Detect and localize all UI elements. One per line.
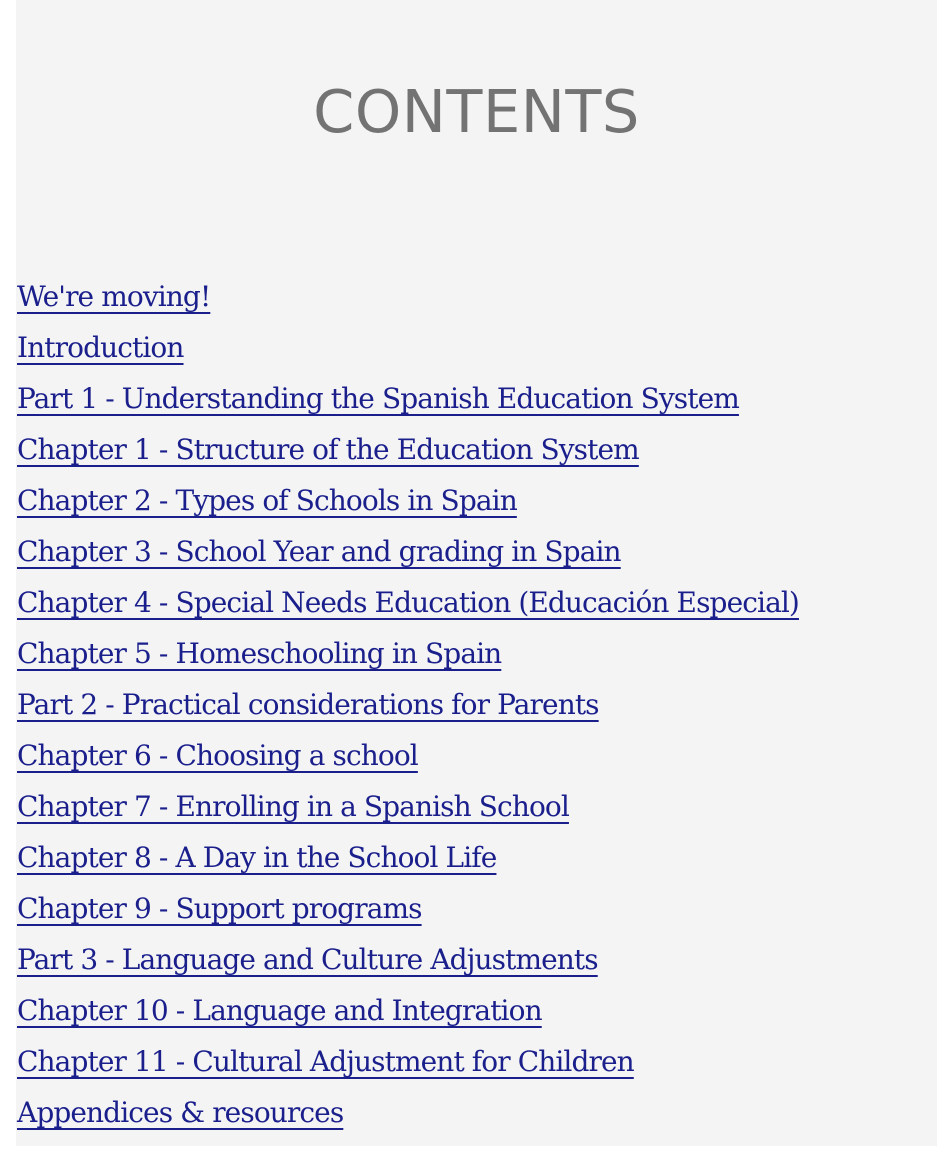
toc-item bbox=[17, 375, 947, 426]
toc-item bbox=[17, 579, 947, 630]
toc-link-introduction[interactable]: Introduction bbox=[17, 331, 184, 364]
toc-item bbox=[17, 528, 947, 579]
table-of-contents bbox=[17, 273, 947, 1140]
toc-item bbox=[17, 681, 947, 732]
toc-item bbox=[17, 987, 947, 1038]
page-title: CONTENTS bbox=[313, 77, 640, 146]
toc-item bbox=[17, 630, 947, 681]
toc-link-chapter-6[interactable]: Chapter 6 - Choosing a school bbox=[17, 739, 418, 772]
toc-item bbox=[17, 324, 947, 375]
toc-link-chapter-7[interactable]: Chapter 7 - Enrolling in a Spanish School bbox=[17, 790, 569, 823]
toc-link-chapter-10[interactable]: Chapter 10 - Language and Integration bbox=[17, 994, 542, 1027]
toc-link-were-moving[interactable]: We're moving! bbox=[17, 280, 211, 313]
toc-link-appendices[interactable]: Appendices & resources bbox=[17, 1096, 344, 1129]
toc-item bbox=[17, 885, 947, 936]
toc-link-part-2[interactable]: Part 2 - Practical considerations for Parents bbox=[17, 688, 599, 721]
toc-item bbox=[17, 732, 947, 783]
contents-panel bbox=[16, 0, 937, 1146]
toc-link-chapter-5[interactable]: Chapter 5 - Homeschooling in Spain bbox=[17, 637, 502, 670]
toc-link-chapter-4[interactable]: Chapter 4 - Special Needs Education (Educación Especial) bbox=[17, 586, 799, 619]
toc-link-chapter-9[interactable]: Chapter 9 - Support programs bbox=[17, 892, 422, 925]
toc-link-chapter-3[interactable]: Chapter 3 - School Year and grading in Spain bbox=[17, 535, 621, 568]
toc-link-chapter-11[interactable]: Chapter 11 - Cultural Adjustment for Children bbox=[17, 1045, 634, 1078]
toc-item bbox=[17, 783, 947, 834]
toc-item bbox=[17, 426, 947, 477]
toc-link-part-3[interactable]: Part 3 - Language and Culture Adjustments bbox=[17, 943, 598, 976]
toc-item bbox=[17, 273, 947, 324]
toc-link-chapter-2[interactable]: Chapter 2 - Types of Schools in Spain bbox=[17, 484, 517, 517]
toc-link-chapter-1[interactable]: Chapter 1 - Structure of the Education System bbox=[17, 433, 639, 466]
toc-item bbox=[17, 1038, 947, 1089]
toc-link-chapter-8[interactable]: Chapter 8 - A Day in the School Life bbox=[17, 841, 497, 874]
toc-link-part-1[interactable]: Part 1 - Understanding the Spanish Education System bbox=[17, 382, 739, 415]
toc-item bbox=[17, 834, 947, 885]
toc-item bbox=[17, 936, 947, 987]
toc-item bbox=[17, 1089, 947, 1140]
toc-item bbox=[17, 477, 947, 528]
